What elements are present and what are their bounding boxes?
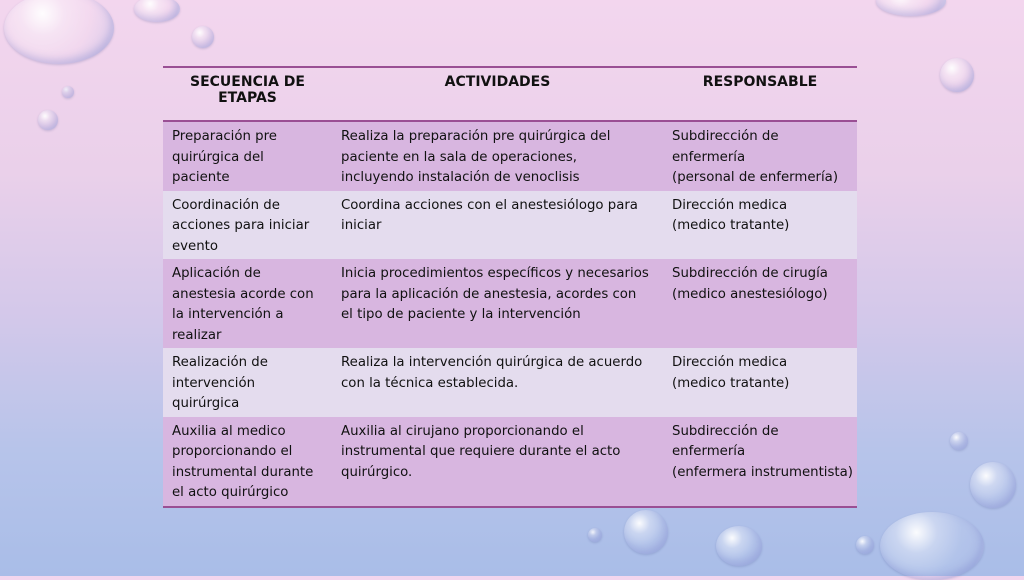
cell-etapa-line: Coordinación de	[172, 197, 280, 213]
cell-actividad-line: Auxilia al cirujano proporcionando el	[341, 423, 584, 439]
table-row	[163, 348, 857, 417]
cell-responsable-line: (medico tratante)	[672, 218, 790, 233]
cell-responsable	[663, 191, 857, 260]
cell-actividad-line: instrumental que requiere durante el acto	[341, 444, 621, 459]
bubble-decoration	[192, 26, 214, 48]
cell-etapa-line: quirúrgica del	[172, 149, 264, 165]
cell-etapa-line: paciente	[172, 170, 230, 185]
bubble-decoration	[38, 110, 58, 130]
bubble-decoration	[940, 58, 974, 92]
cell-actividad	[332, 191, 663, 260]
cell-responsable-line: Subdirección de	[672, 423, 779, 439]
cell-actividad-line: para la aplicación de anestesia, acordes con	[341, 286, 637, 302]
cell-actividad	[332, 259, 663, 348]
cell-etapa	[163, 259, 332, 348]
cell-etapa-line: anestesia acorde con	[172, 286, 314, 302]
table-row	[163, 259, 857, 348]
cell-actividad-line: incluyendo instalación de venoclisis	[341, 170, 580, 185]
bubble-decoration	[62, 86, 74, 98]
header-responsable: RESPONSABLE	[663, 67, 857, 121]
cell-responsable-line: Subdirección de	[672, 129, 779, 144]
table-row	[163, 417, 857, 507]
cell-etapa-line: acciones para iniciar	[172, 218, 310, 233]
cell-actividad-line: Realiza la preparación pre quirúrgica del	[341, 129, 611, 144]
table-header-row	[163, 67, 857, 121]
cell-actividad	[332, 348, 663, 417]
cell-responsable	[663, 348, 857, 417]
cell-responsable-line: enfermería	[672, 444, 746, 459]
cell-actividad-line: Inicia procedimientos específicos y necesarios	[341, 266, 649, 281]
bubble-decoration	[624, 510, 668, 554]
bubble-decoration	[880, 512, 984, 580]
cell-etapa	[163, 121, 332, 191]
cell-actividad-line: iniciar	[341, 218, 382, 233]
cell-etapa-line: proporcionando el	[172, 444, 293, 459]
header-actividades: ACTIVIDADES	[332, 67, 663, 121]
cell-responsable-line: Dirección medica	[672, 197, 788, 213]
cell-etapa-line: Preparación pre	[172, 129, 277, 144]
cell-responsable-line: Dirección medica	[672, 355, 788, 370]
bubble-decoration	[134, 0, 180, 22]
cell-actividad-line: quirúrgico.	[341, 464, 413, 480]
cell-responsable-line: enfermería	[672, 149, 746, 165]
bubble-decoration	[950, 432, 968, 450]
cell-actividad-line: el tipo de paciente y la intervención	[341, 307, 581, 322]
cell-responsable	[663, 259, 857, 348]
cell-responsable-line: (enfermera instrumentista)	[672, 464, 853, 480]
procedure-table	[163, 66, 857, 508]
cell-etapa-line: la intervención a	[172, 307, 284, 322]
cell-etapa	[163, 191, 332, 260]
cell-responsable-line: (medico anestesiólogo)	[672, 286, 828, 302]
header-secuencia: SECUENCIA DE ETAPAS	[163, 67, 332, 121]
cell-etapa-line: realizar	[172, 327, 222, 343]
cell-etapa-line: el acto quirúrgico	[172, 485, 289, 500]
cell-etapa-line: intervención	[172, 375, 256, 391]
cell-etapa	[163, 417, 332, 507]
cell-actividad-line: con la técnica establecida.	[341, 375, 519, 391]
cell-etapa-line: instrumental durante	[172, 464, 314, 480]
cell-actividad-line: Coordina acciones con el anestesiólogo para	[341, 197, 638, 213]
cell-actividad-line: paciente en la sala de operaciones,	[341, 149, 577, 165]
bubble-decoration	[970, 462, 1016, 508]
cell-actividad	[332, 121, 663, 191]
cell-responsable	[663, 417, 857, 507]
bubble-decoration	[588, 528, 602, 542]
cell-etapa-line: Realización de	[172, 355, 268, 370]
cell-etapa-line: Auxilia al medico	[172, 423, 286, 439]
cell-etapa-line: Aplicación de	[172, 266, 261, 281]
cell-responsable-line: (medico tratante)	[672, 375, 790, 391]
cell-actividad	[332, 417, 663, 507]
bubble-decoration	[876, 0, 946, 16]
table-row	[163, 121, 857, 191]
cell-responsable-line: Subdirección de cirugía	[672, 266, 828, 281]
table-row	[163, 191, 857, 260]
cell-responsable	[663, 121, 857, 191]
cell-etapa	[163, 348, 332, 417]
cell-etapa-line: evento	[172, 238, 219, 254]
cell-actividad-line: Realiza la intervención quirúrgica de acuerdo	[341, 355, 643, 370]
cell-etapa-line: quirúrgica	[172, 396, 240, 411]
bubble-decoration	[856, 536, 874, 554]
cell-responsable-line: (personal de enfermería)	[672, 170, 839, 185]
bubble-decoration	[716, 526, 762, 566]
bubble-decoration	[4, 0, 114, 64]
